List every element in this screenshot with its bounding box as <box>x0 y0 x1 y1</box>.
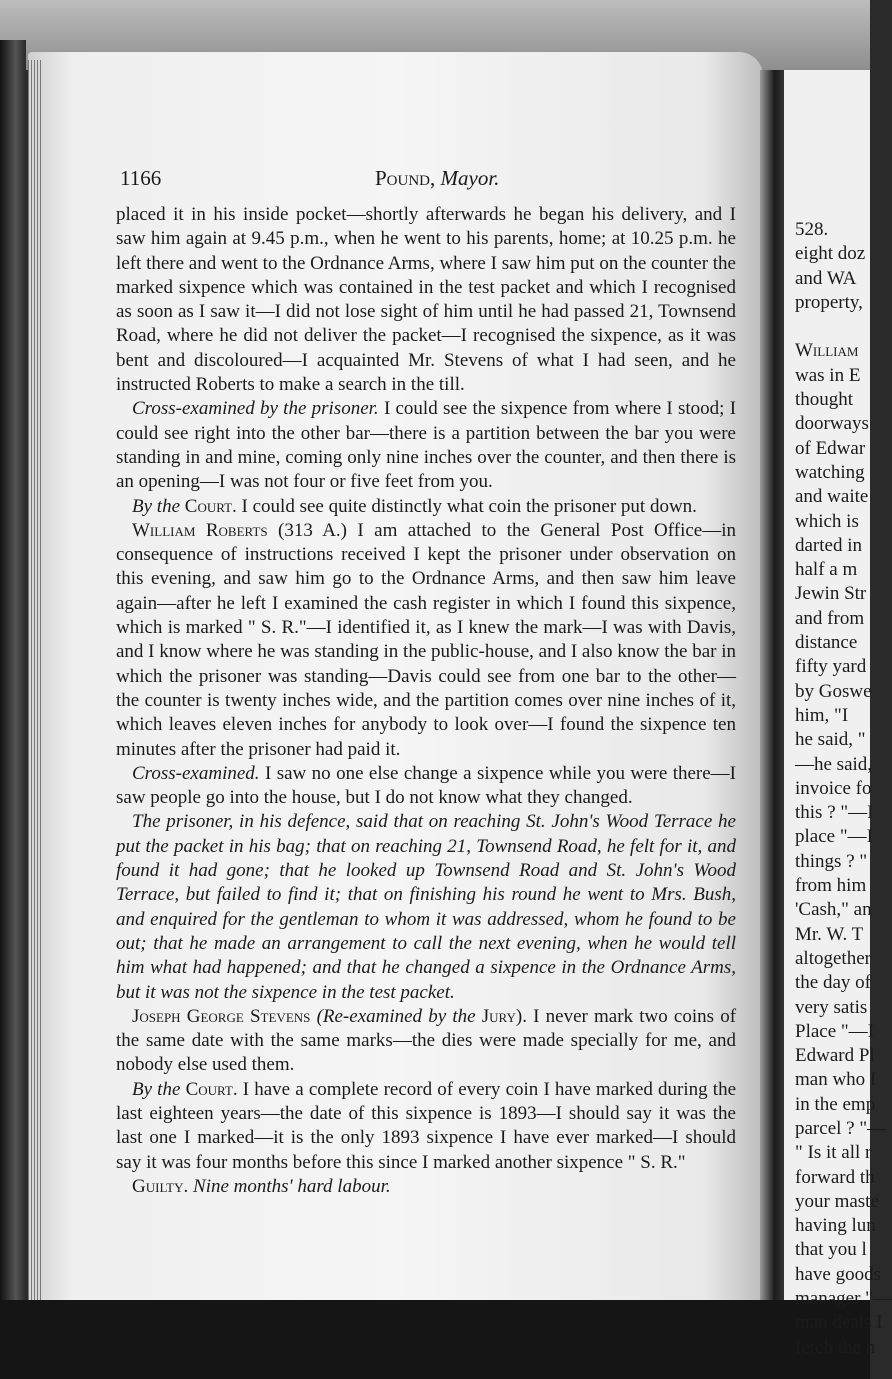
right-line: " Is it all r <box>795 1142 872 1164</box>
by-the-label-2: By the <box>132 1078 181 1100</box>
right-line: fifty yard <box>795 656 867 678</box>
by-court-text-2: I have a complete record of every coin I have marked during the last eighteen years—the date of this sixpence is 1893—I should say it was the last one I marked—it is the only 1893 sixpence I have ever marked—I should say it was four months before this since I marked another sixpence " S. R." <box>116 1078 737 1173</box>
book-gutter <box>760 70 784 1379</box>
witness-text: I am attached to the General Post Office—in consequence of instructions received I kept the prisoner under observation on this evening, and saw him go to the Ordnance Arms, and then saw him leave again—after he left I examined the cash register in which I found this sixpence, which is marked " S. R."—I identified it, as I knew the mark—I was with Davis, and I know where he was standing in the public-house, and I also know the bar in which the prisoner was standing—Davis could see from one bar to the other—the counter is twenty inches wide, and the partition comes over nine inches of it, which leaves eleven inches for anybody to look over—I found the sixpence ten minutes after the prisoner had paid it. <box>116 519 736 760</box>
right-line: invoice fo <box>795 777 872 799</box>
right-line: things ? " <box>795 850 868 872</box>
paragraph-by-court <box>116 495 736 519</box>
right-line: Jewin Str <box>795 583 867 605</box>
paragraph-verdict <box>116 1175 736 1199</box>
page-title <box>375 166 499 191</box>
right-line: William <box>795 340 859 362</box>
right-line: in the emp <box>795 1093 876 1115</box>
right-line: and from <box>795 607 865 629</box>
right-line: and waite <box>795 486 869 508</box>
paragraph-william-roberts <box>116 519 736 762</box>
right-line: having lun <box>795 1215 876 1237</box>
right-line: from him <box>795 875 867 897</box>
jury-label: Jury <box>481 1005 516 1027</box>
page-number: 1166 <box>120 166 162 190</box>
cross-examination-text: I could see the sixpence from where I stood; I could see right into the other bar—there is a partition between the bar you were standing in and mine, coming only nine inches over the counter, and then there is an opening—I was not four or five feet from you. <box>116 398 737 493</box>
right-line: doorways <box>795 413 869 435</box>
running-head <box>120 166 730 194</box>
right-line: eight doz <box>795 243 866 265</box>
cross-examined-label-2: Cross-examined. <box>132 762 260 784</box>
cross-examined-text-2: I saw no one else change a sixpence while you were there—I saw people go into the house, but I do not know what they changed. <box>116 762 737 809</box>
court-label: Court. <box>184 495 237 517</box>
right-line: very satis <box>795 996 868 1018</box>
paragraph-evidence: placed it in his inside pocket—shortly afterwards he began his delivery, and I saw him again at 9.45 p.m., when he went to his parents, home; at 10.25 p.m. he left there and went to the Ordnance Arms, where I saw him put on the counter the marked sixpence which was contained in the test packet and which I recognised as soon as I saw it—I did not lose sight of him until he had passed 21, Townsend Road, where he did not deliver the packet—I recognised the sixpence, as it was bent and discoloured—I acquainted Mr. Stevens of what I had seen, and he instructed Roberts to make a search in the till. <box>116 204 736 396</box>
right-line: —he said, <box>795 753 873 775</box>
paragraph-by-court-2 <box>116 1078 736 1175</box>
right-line: him, "I <box>795 704 849 726</box>
right-line: darted in <box>795 534 863 556</box>
re-examined-label: (Re-examined by the <box>316 1005 476 1027</box>
right-line: Mr. W. T <box>795 923 864 945</box>
paragraph-cross-examination <box>116 397 736 494</box>
right-line: and WA <box>795 267 857 289</box>
right-line: watching <box>795 461 865 483</box>
right-line: by Goswe <box>795 680 872 702</box>
right-page-text <box>795 218 892 1360</box>
right-line: that you l <box>795 1239 867 1261</box>
right-line: property, <box>795 291 863 313</box>
sentence: Nine months' hard labour. <box>193 1175 391 1197</box>
right-line: 528. <box>795 219 829 240</box>
by-the-label: By the <box>132 495 181 517</box>
verdict: Guilty. <box>132 1175 189 1197</box>
witness-name-2: Joseph George Stevens <box>132 1005 311 1027</box>
right-line: place "—I <box>795 826 873 848</box>
right-line: half a m <box>795 559 858 581</box>
paragraph-cross-examined <box>116 762 736 811</box>
right-line: the day of <box>795 972 871 994</box>
court-label-2: Court. <box>185 1078 238 1100</box>
page-edges <box>28 60 42 1300</box>
stevens-text: I never mark two coins of the same date with the same marks—the dies were made specially for me, and nobody else used them. <box>116 1005 737 1076</box>
right-line: Place "—I <box>795 1020 874 1042</box>
paragraph-prisoner-defence: The prisoner, in his defence, said that on reaching St. John's Wood Terrace he put the packet in his bag; that on reaching 21, Townsend Road, he felt for it, and found it had gone; that he looked up Townsend Road and St. John's Wood Terrace, but failed to find it; that on finishing his round he went to Mrs. Bush, and enquired for the gentleman to whom it was addressed, whom he found to be out; that he made an arrangement to call the next evening, when he would tell him what had happened; and that he changed a sixpence in the Ordnance Arms, but it was not the sixpence in the test packet. <box>116 811 736 1003</box>
by-court-text: I could see quite distinctly what coin the prisoner put down. <box>241 495 697 517</box>
right-line: was in E <box>795 364 861 386</box>
right-line: altogether <box>795 947 871 969</box>
right-line: your maste <box>795 1190 879 1212</box>
right-line: man deals I <box>795 1312 883 1334</box>
title-name: Pound, <box>375 166 436 190</box>
right-line: this ? "—I <box>795 802 874 824</box>
paragraph-joseph-stevens <box>116 1005 736 1078</box>
right-line: Edward Pl <box>795 1045 875 1067</box>
cross-examined-label: Cross-examined by the prisoner. <box>132 398 379 420</box>
scan-background-bottom <box>0 1300 883 1379</box>
book-binding-edge <box>0 40 26 1379</box>
right-line: have goods <box>795 1263 882 1285</box>
witness-number: (313 A.) <box>278 519 347 541</box>
right-line: manager "— <box>795 1288 892 1310</box>
right-line: forward th <box>795 1166 875 1188</box>
right-line: man who I <box>795 1069 877 1091</box>
right-line: fetch the n <box>795 1336 876 1358</box>
right-line: distance <box>795 632 858 654</box>
witness-name: William Roberts <box>132 519 268 541</box>
right-line: of Edwar <box>795 437 866 459</box>
right-line: 'Cash," an <box>795 899 872 921</box>
right-line: he said, " <box>795 729 866 751</box>
re-examined-close: ). <box>515 1005 527 1027</box>
right-line: thought <box>795 389 854 411</box>
left-page-text <box>116 203 736 1199</box>
right-line: parcel ? "— <box>795 1117 887 1139</box>
right-gap <box>795 315 870 339</box>
right-line: which is <box>795 510 859 532</box>
title-role: Mayor. <box>440 166 500 190</box>
